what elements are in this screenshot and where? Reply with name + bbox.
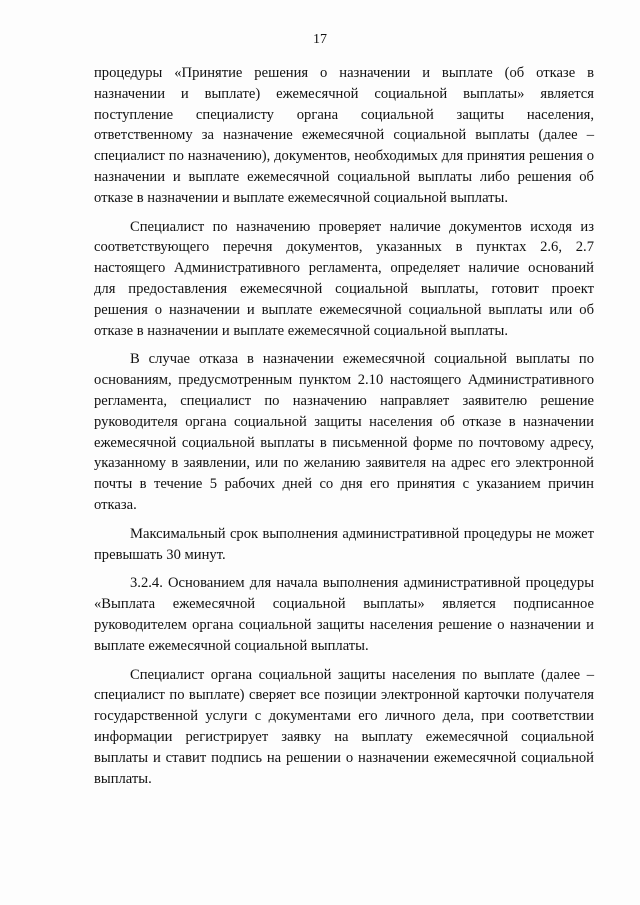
page-number: 17 [313,32,327,47]
paragraph-payment-basis: 3.2.4. Основанием для начала выполнения административной процедуры «Выплата ежемесячной социальной выплаты» является подписанное руководителем органа социальной защиты населения решение о назначении и выплате ежемесячной социальной выплаты. [94,575,594,654]
document-body [94,63,594,789]
paragraph-document-check: Специалист по назначению проверяет наличие документов исходя из соответствующего перечня документов, указанных в пунктах 2.6, 2.7 настоящего Административного регламента, определяет наличие оснований для предоставления ежемесячной социальной выплаты, готовит проект решения о назначении и выплате ежемесячной социальной выплаты или об отказе в назначении и выплате ежемесячной социальной выплаты. [94,218,594,339]
paragraph-payment-specialist: Специалист органа социальной защиты населения по выплате (далее – специалист по выплате) сверяет все позиции электронной карточки получателя государственной услуги с документами его личного дела, при соответствии информации регистрирует заявку на выплату ежемесячной социальной выплаты и ставит подпись на решении о назначении ежемесячной социальной выплаты. [94,666,594,787]
paragraph-refusal-notice: В случае отказа в назначении ежемесячной социальной выплаты по основаниям, предусмотренным пунктом 2.10 настоящего Административного регламента, специалист по назначению направляет заявителю решение руководителя органа социальной защиты населения об отказе в назначении ежемесячной социальной выплаты в письменной форме по почтовому адресу, указанному в заявлении, или по желанию заявителя на адрес его электронной почты в течение 5 рабочих дней со дня его принятия с указанием причин отказа. [94,351,594,513]
paragraph-procedure-basis: процедуры «Принятие решения о назначении и выплате (об отказе в назначении и выплате) ежемесячной социальной выплаты» является поступление специалисту органа социальной защиты населения, ответственному за назначение ежемесячной социальной выплаты (далее – специалист по назначению), документов, необходимых для принятия решения о назначении и выплате ежемесячной социальной выплаты либо решения об отказе в назначении и выплате ежемесячной социальной выплаты. [94,65,594,206]
paragraph-max-duration: Максимальный срок выполнения административной процедуры не может превышать 30 минут. [94,525,594,563]
